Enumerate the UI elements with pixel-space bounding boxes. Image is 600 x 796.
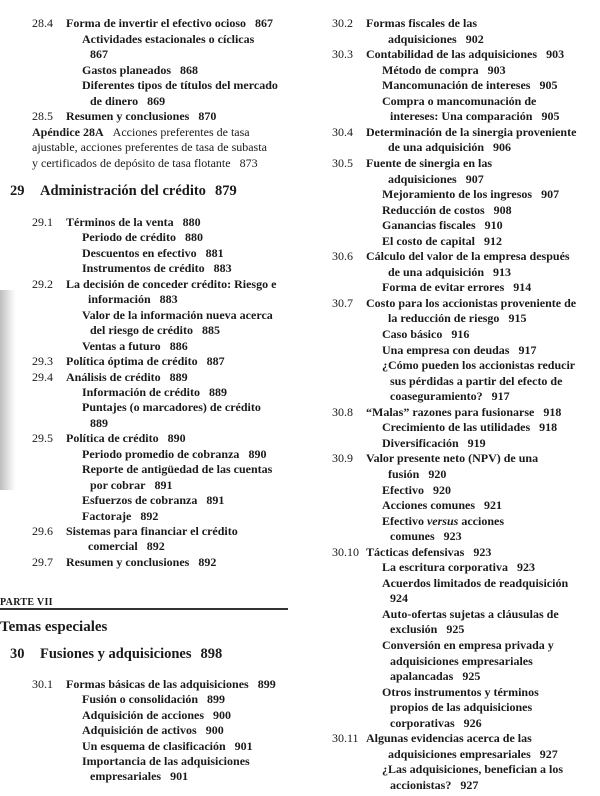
page-number: 915	[508, 311, 527, 326]
toc-entry	[10, 183, 237, 199]
page-number: 916	[451, 327, 470, 341]
page-number: 891	[206, 493, 225, 508]
toc-entry	[82, 708, 231, 723]
page-number: 907	[465, 171, 484, 186]
toc-entry	[332, 16, 477, 31]
toc-entry	[32, 215, 201, 230]
page-number: 913	[493, 264, 512, 279]
section-number: 30.9	[332, 451, 353, 466]
entry-title: corporativas	[390, 715, 455, 730]
entry-title: Política óptima de crédito	[66, 354, 198, 369]
toc-entry	[382, 762, 563, 777]
toc-entry	[388, 172, 484, 187]
toc-entry	[32, 156, 258, 171]
toc-entry	[82, 754, 250, 769]
entry-title: comercial	[88, 539, 138, 554]
entry-title: Esfuerzos de cobranza	[82, 493, 198, 508]
toc-entry	[382, 576, 568, 591]
appendix-label: Apéndice 28A	[32, 124, 104, 139]
entry-title: Administración del crédito	[40, 183, 206, 199]
page-number: 890	[167, 431, 186, 446]
toc-entry	[390, 389, 510, 404]
entry-title: Actividades estacionales o cíclicas	[82, 31, 255, 46]
toc-entry	[90, 94, 165, 109]
section-number: 30.4	[332, 124, 353, 139]
page-number: 887	[206, 354, 225, 369]
page-number: 921	[484, 498, 502, 513]
entry-title: Adquisición de activos	[82, 723, 197, 738]
page-number: 898	[200, 646, 223, 662]
entry-title: Gastos planeados	[82, 62, 172, 77]
page-number: 910	[484, 218, 503, 233]
entry-title: apalancadas	[390, 669, 454, 684]
part-title	[0, 620, 107, 635]
toc-entry	[382, 327, 469, 342]
page-number: 891	[154, 477, 173, 492]
chapter-number: 29	[10, 183, 25, 199]
toc-entry	[82, 261, 232, 276]
toc-entry	[390, 654, 533, 669]
page-number: 870	[198, 109, 217, 123]
entry-title: La decisión de conceder crédito: Riesgo e	[66, 276, 277, 291]
page-number: 889	[90, 415, 108, 430]
toc-entry	[82, 462, 272, 477]
page-number: 899	[257, 677, 276, 691]
entry-title: Fusiones y adquisiciones	[40, 646, 192, 662]
section-number: 30.11	[332, 731, 359, 746]
toc-entry	[332, 544, 492, 560]
page-number: 889	[208, 384, 227, 399]
entry-title: empresariales	[90, 769, 162, 784]
page-number: 900	[213, 707, 232, 722]
page-number: 925	[462, 669, 481, 684]
entry-title: Adquisición de acciones	[82, 707, 205, 722]
page-number: 905	[539, 78, 558, 93]
section-number: 30.7	[332, 295, 353, 310]
entry-title: adquisiciones empresariales	[388, 746, 531, 761]
entry-title: adquisiciones empresariales	[390, 653, 533, 668]
page-number: 879	[214, 183, 237, 199]
toc-entry	[332, 124, 577, 140]
section-number: 30.2	[332, 16, 353, 30]
entry-title: Ganancias fiscales	[382, 218, 476, 233]
entry-title: Acciones comunes	[382, 498, 475, 513]
entry-title: PARTE VII	[0, 597, 53, 608]
toc-entry	[382, 560, 535, 575]
toc-entry	[32, 16, 274, 31]
toc-entry	[382, 436, 486, 451]
toc-entry	[82, 509, 158, 524]
section-number: 28.5	[32, 109, 53, 123]
toc-entry	[82, 78, 278, 93]
toc-entry	[32, 276, 277, 292]
section-number: 29.7	[32, 554, 53, 569]
section-number: 30.1	[32, 677, 53, 691]
entry-title: Términos de la venta	[66, 215, 174, 229]
page-number: 905	[541, 109, 560, 124]
toc-entry	[382, 343, 536, 358]
toc-entry	[82, 339, 188, 354]
page-number: 883	[159, 292, 178, 307]
entry-title: de dinero	[90, 93, 139, 108]
page-number: 914	[513, 280, 532, 295]
page-number: 920	[432, 482, 451, 497]
toc-entry	[332, 731, 532, 746]
page-number: 926	[463, 715, 482, 730]
section-number: 30.8	[332, 404, 353, 419]
entry-title: exclusión	[390, 622, 438, 637]
page-number: 868	[180, 62, 199, 77]
toc-entry	[388, 140, 511, 155]
toc-entry	[88, 292, 178, 307]
entry-title: Diferentes tipos de títulos del mercado	[82, 78, 278, 92]
page-number: 892	[146, 539, 165, 554]
entry-title: Resumen y conclusiones	[66, 109, 190, 123]
section-number: 28.4	[32, 16, 53, 30]
entry-title: Factoraje	[82, 508, 132, 523]
page-number: 918	[543, 404, 562, 419]
toc-entry	[390, 700, 532, 715]
entry-title: Valor de la información nueva acerca	[82, 307, 273, 322]
page-number: 880	[184, 230, 203, 245]
toc-entry	[382, 187, 559, 202]
toc-entry	[382, 63, 506, 78]
entry-title: la reducción de riesgo	[388, 311, 500, 326]
toc-entry	[88, 539, 165, 554]
entry-title: Periodo promedio de cobranza	[82, 446, 240, 461]
page-number: 867	[255, 16, 274, 30]
page-number: 900	[205, 723, 224, 738]
page-number: 927	[539, 746, 558, 761]
section-number: 30.5	[332, 155, 353, 170]
page-number: 903	[487, 62, 506, 77]
entry-title: Reducción de costos	[382, 202, 485, 217]
entry-title: La escritura corporativa	[382, 560, 508, 575]
toc-entry	[382, 685, 539, 700]
toc-entry	[32, 109, 217, 124]
toc-entry	[388, 265, 511, 280]
toc-entry	[390, 778, 478, 793]
section-number: 30.3	[332, 47, 353, 62]
entry-title: El costo de capital	[382, 233, 475, 248]
toc-entry	[382, 234, 502, 249]
toc-entry	[82, 400, 261, 415]
entry-title: Formas fiscales de las	[366, 16, 477, 30]
entry-title: Análisis de crédito	[66, 369, 161, 384]
section-number: 29.6	[32, 524, 53, 538]
entry-title: Fuente de sinergia en las	[366, 155, 492, 170]
entry-title: Diversificación	[382, 435, 459, 450]
toc-entry	[82, 447, 266, 462]
entry-title: intereses: Una comparación	[390, 109, 533, 124]
toc-entry	[82, 493, 224, 508]
toc-entry	[390, 669, 480, 684]
entry-title: Instrumentos de crédito	[82, 261, 205, 276]
toc-entry	[388, 747, 558, 762]
page-number: 880	[182, 215, 201, 229]
entry-title: Método de compra	[382, 62, 479, 77]
entry-title: Sistemas para financiar el crédito	[66, 524, 238, 538]
toc-entry	[82, 308, 273, 323]
entry-title: Efectivo	[382, 513, 427, 528]
page-number: 889	[169, 369, 188, 384]
toc-entry	[82, 230, 203, 245]
entry-title: Acuerdos limitados de readquisición	[382, 575, 569, 590]
entry-title: sus pérdidas a partir del efecto de	[390, 373, 563, 388]
section-number: 29.1	[32, 215, 53, 229]
toc-entry	[82, 32, 254, 47]
page-number: 901	[170, 769, 189, 784]
toc-entry	[32, 431, 186, 446]
page-number: 902	[465, 31, 484, 46]
toc-entry	[388, 467, 446, 482]
toc-entry	[382, 638, 554, 653]
toc-entry	[82, 723, 224, 738]
entry-title: Costo para los accionistas proveniente de	[366, 295, 577, 310]
entry-title: Forma de evitar errores	[382, 280, 505, 295]
entry-title: Tácticas defensivas	[366, 544, 465, 559]
toc-entry	[82, 692, 225, 707]
page-number: 873	[239, 155, 258, 170]
entry-title: coaseguramiento?	[390, 389, 483, 404]
entry-title: Forma de invertir el efectivo ocioso	[66, 16, 247, 30]
page-number: 912	[484, 233, 502, 248]
toc-entry	[32, 125, 250, 140]
page-number: 917	[491, 389, 510, 404]
entry-title: Un esquema de clasificación	[82, 738, 226, 753]
page-number: 890	[248, 446, 267, 461]
toc-entry	[332, 295, 577, 311]
toc-entry	[332, 249, 570, 264]
page-number: 923	[443, 529, 462, 544]
entry-title: Reporte de antigüedad de las cuentas	[82, 462, 273, 477]
page-number: 901	[234, 738, 253, 753]
page-number: 923	[516, 560, 535, 575]
entry-title: Contabilidad de las adquisiciones	[366, 47, 538, 62]
entry-title: del riesgo de crédito	[90, 323, 193, 338]
entry-title: Política de crédito	[66, 431, 159, 446]
entry-title: Determinación de la sinergia proveniente	[366, 124, 577, 139]
page-number: 892	[140, 508, 159, 523]
page-number: 923	[473, 544, 492, 559]
toc-entry	[332, 47, 565, 62]
toc-entry	[390, 716, 482, 731]
toc-entry	[90, 323, 220, 338]
toc-entry	[32, 354, 225, 369]
page-number: 908	[493, 202, 512, 217]
page-number: 869	[147, 93, 166, 108]
entry-title: Valor presente neto (NPV) de una	[366, 451, 539, 466]
toc-entry	[332, 451, 539, 466]
entry-title: comunes	[390, 529, 435, 544]
toc-entry	[382, 94, 536, 109]
toc-entry	[382, 203, 512, 218]
toc-entry	[10, 646, 223, 662]
toc-entry	[382, 483, 451, 498]
toc-entry	[32, 369, 188, 385]
toc-entry	[32, 554, 217, 570]
entry-title: adquisiciones	[388, 31, 457, 46]
entry-title: Compra o mancomunación de	[382, 93, 537, 108]
toc-entry	[382, 420, 557, 435]
entry-title: propios de las adquisiciones	[390, 700, 533, 715]
entry-title: ajustable, acciones preferentes de tasa de subasta	[32, 140, 267, 154]
page-number: 925	[446, 622, 465, 637]
entry-title: Ventas a futuro	[82, 338, 161, 353]
entry-title: Una empresa con deudas	[382, 342, 510, 357]
page-number: 918	[539, 420, 558, 435]
entry-title: Periodo de crédito	[82, 230, 176, 245]
toc-entry	[90, 478, 172, 493]
page-number: 919	[467, 435, 486, 450]
entry-title: Auto-ofertas sujetas a cláusulas de	[382, 606, 559, 621]
entry-title: Conversión en empresa privada y	[382, 638, 554, 652]
section-number: 30.6	[332, 249, 353, 264]
section-number: 29.4	[32, 369, 53, 384]
entry-title: adquisiciones	[388, 171, 457, 186]
toc-entry	[32, 677, 276, 692]
toc-entry	[390, 529, 462, 544]
toc-entry	[82, 385, 227, 400]
toc-entry	[382, 498, 502, 513]
toc-entry	[382, 514, 504, 529]
toc-entry	[82, 739, 253, 754]
entry-title: Algunas evidencias acerca de las	[366, 731, 532, 746]
toc-entry	[332, 404, 562, 420]
page-number: 899	[207, 692, 226, 707]
toc-entry	[382, 607, 559, 622]
toc-entry	[382, 218, 503, 233]
scan-shadow	[0, 290, 16, 490]
entry-title: accionistas?	[390, 777, 452, 792]
entry-title: fusión	[388, 466, 420, 481]
entry-title: Descuentos en efectivo	[82, 245, 197, 260]
page-number: 867	[90, 47, 108, 61]
toc-entry	[390, 109, 559, 124]
toc-entry	[382, 280, 531, 295]
entry-title-italic: versus	[426, 513, 459, 528]
toc-entry	[390, 374, 562, 389]
page-number: 883	[213, 261, 232, 276]
section-number: 29.5	[32, 431, 53, 446]
entry-title: Temas especiales	[0, 619, 108, 635]
entry-title: Información de crédito	[82, 384, 200, 399]
page-number: 924	[390, 591, 408, 606]
toc-entry	[90, 47, 108, 62]
page-number: 885	[201, 323, 220, 338]
entry-title: Mancomunación de intereses	[382, 78, 531, 93]
entry-title: de una adquisición	[388, 264, 485, 279]
toc-entry	[390, 622, 464, 637]
entry-title: Formas básicas de las adquisiciones	[66, 677, 249, 691]
entry-title: Otros instrumentos y términos	[382, 684, 539, 699]
entry-title: Crecimiento de las utilidades	[382, 420, 531, 435]
entry-title: Cálculo del valor de la empresa después	[366, 249, 570, 264]
page-number: 920	[428, 466, 447, 481]
entry-title: y certificados de depósito de tasa flotante	[32, 155, 231, 170]
entry-title: de una adquisición	[388, 140, 485, 155]
toc-entry	[90, 416, 108, 431]
entry-title: ¿Cómo pueden los accionistas reducir	[382, 358, 576, 373]
page-number: 907	[541, 187, 560, 202]
entry-title: Caso básico	[382, 327, 443, 341]
page-number: 892	[198, 554, 217, 569]
toc-entry	[388, 311, 526, 326]
toc-entry	[90, 769, 188, 784]
entry-title: ¿Las adquisiciones, benefician a los	[382, 762, 564, 777]
page-number: 927	[460, 777, 479, 792]
toc-entry	[32, 140, 267, 155]
entry-title: por cobrar	[90, 477, 146, 492]
entry-title: Acciones preferentes de tasa	[112, 124, 250, 139]
page-number: 917	[518, 342, 537, 357]
page-number: 906	[493, 140, 512, 155]
entry-title: Resumen y conclusiones	[66, 554, 190, 569]
chapter-number: 30	[10, 646, 25, 662]
entry-title: Fusión o consolidación	[82, 692, 199, 707]
entry-title: información	[88, 292, 151, 307]
entry-title: Mejoramiento de los ingresos	[382, 187, 533, 202]
entry-title: Puntajes (o marcadores) de crédito	[82, 400, 261, 415]
entry-title: Efectivo	[382, 482, 424, 497]
toc-entry	[82, 246, 224, 261]
toc-entry	[332, 155, 492, 171]
entry-title-rest: acciones	[458, 513, 504, 528]
toc-entry	[32, 524, 238, 539]
toc-entry	[382, 78, 557, 93]
entry-title: “Malas” razones para fusionarse	[366, 404, 535, 419]
part-divider	[0, 608, 288, 610]
page-number: 886	[169, 338, 188, 353]
entry-title: Importancia de las adquisiciones	[82, 754, 250, 768]
toc-entry	[82, 63, 198, 78]
section-number: 29.2	[32, 276, 53, 291]
section-number: 30.10	[332, 544, 359, 559]
page-number: 881	[205, 245, 224, 260]
toc-entry	[390, 591, 408, 606]
section-number: 29.3	[32, 354, 53, 369]
toc-entry	[388, 32, 484, 47]
page-number: 903	[546, 47, 565, 62]
toc-entry	[382, 358, 575, 373]
